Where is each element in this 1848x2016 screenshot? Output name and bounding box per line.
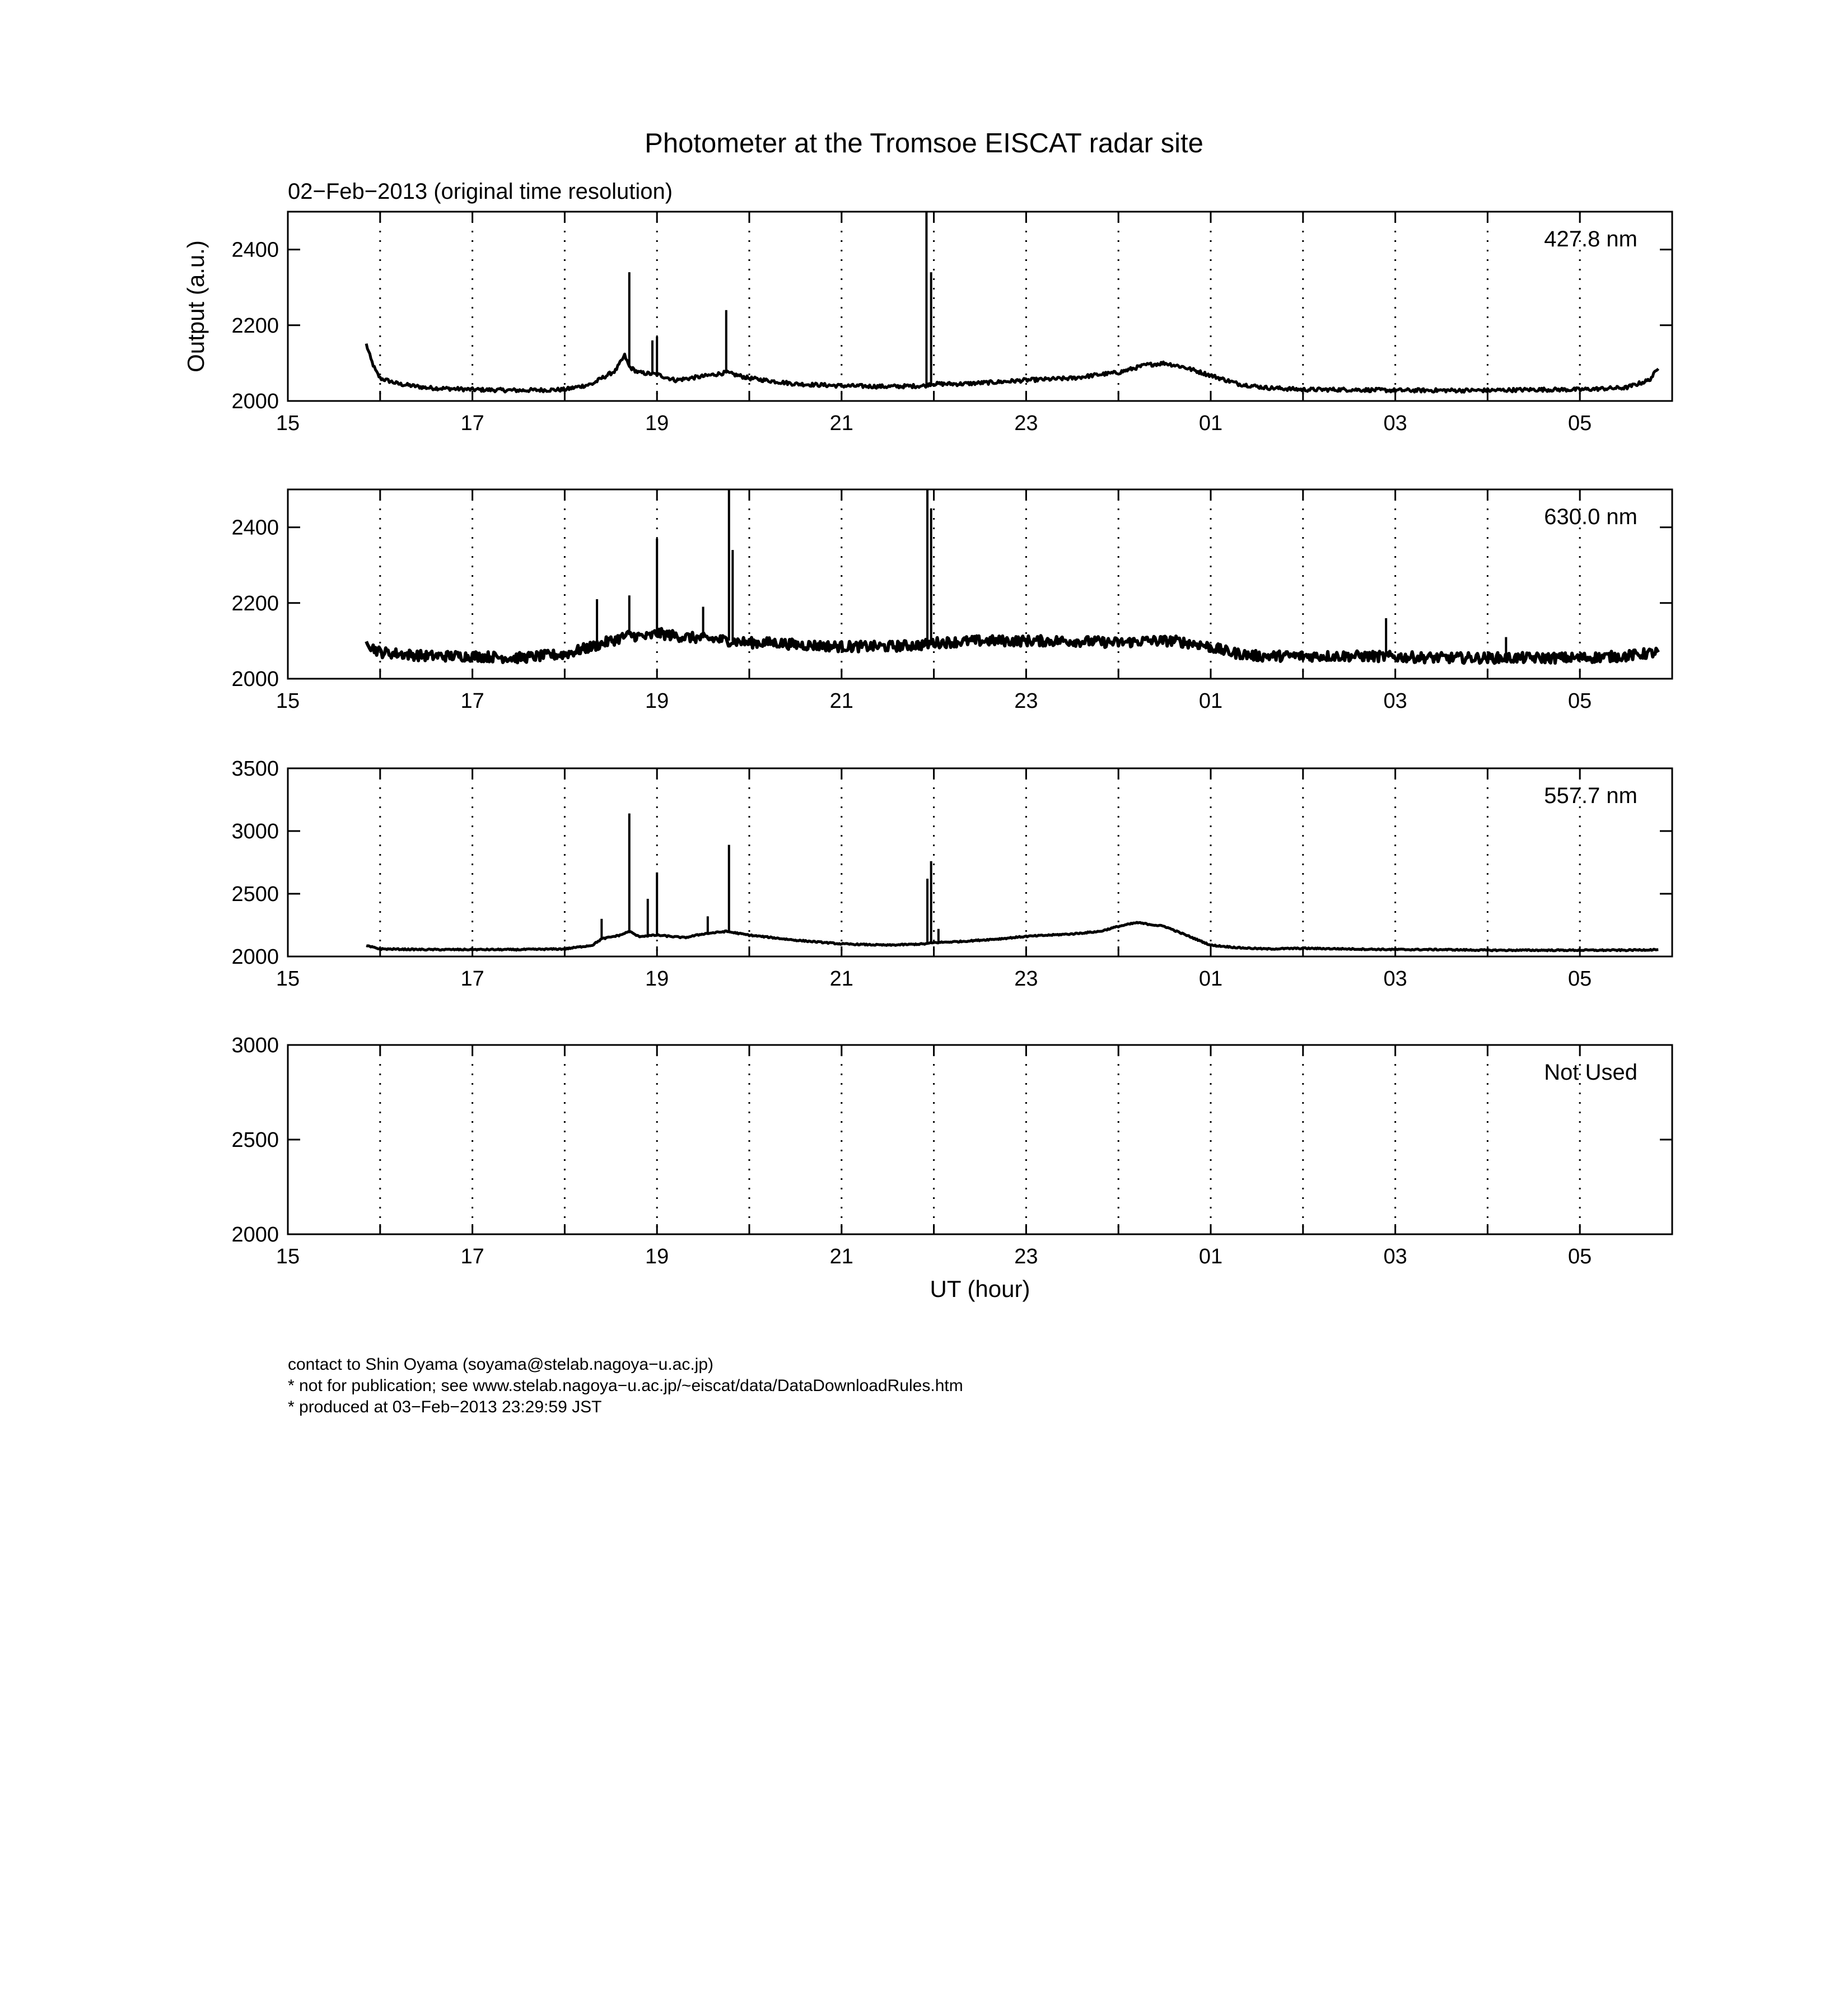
x-tick-label: 01 xyxy=(1198,1245,1223,1268)
panel-1 xyxy=(231,212,1672,435)
x-tick-label: 19 xyxy=(645,412,669,435)
x-tick-label: 01 xyxy=(1198,689,1223,713)
y-tick-label: 2200 xyxy=(231,591,279,615)
x-tick-label: 17 xyxy=(460,967,484,991)
x-tick-label: 01 xyxy=(1198,967,1223,991)
footer-publication-note: * not for publication; see www.stelab.nagoya−u.ac.jp/~eiscat/data/DataDownloadRules.htm xyxy=(288,1376,963,1395)
channel-label: 557.7 nm xyxy=(1544,783,1637,808)
panel-3 xyxy=(231,757,1672,991)
x-tick-label: 05 xyxy=(1568,689,1592,713)
series-line-1 xyxy=(366,922,1658,951)
x-axis-label: UT (hour) xyxy=(930,1276,1030,1302)
axes-frame xyxy=(288,1045,1672,1234)
channel-label: 427.8 nm xyxy=(1544,227,1637,251)
y-tick-label: 3500 xyxy=(231,757,279,781)
x-tick-label: 23 xyxy=(1014,1245,1038,1268)
y-tick-label: 2000 xyxy=(231,1223,279,1247)
y-tick-label: 2500 xyxy=(231,883,279,906)
y-tick-label: 2200 xyxy=(231,314,279,338)
y-axis-label: Output (a.u.) xyxy=(183,240,209,372)
y-tick-label: 3000 xyxy=(231,1034,279,1057)
y-tick-label: 2000 xyxy=(231,668,279,691)
x-tick-label: 21 xyxy=(829,1245,853,1268)
y-tick-label: 2400 xyxy=(231,238,279,262)
x-tick-label: 03 xyxy=(1383,689,1407,713)
x-tick-label: 19 xyxy=(645,689,669,713)
channel-label: Not Used xyxy=(1544,1060,1637,1085)
panel-4 xyxy=(231,1034,1672,1268)
y-tick-label: 2400 xyxy=(231,516,279,540)
series-line-1 xyxy=(366,344,1658,393)
x-tick-label: 05 xyxy=(1568,1245,1592,1268)
x-tick-label: 23 xyxy=(1014,689,1038,713)
axes-frame xyxy=(288,212,1672,401)
x-tick-label: 15 xyxy=(276,967,300,991)
x-tick-label: 03 xyxy=(1383,1245,1407,1268)
chart-title: Photometer at the Tromsoe EISCAT radar site xyxy=(645,128,1203,158)
series-line-1 xyxy=(366,629,1658,664)
y-tick-label: 2000 xyxy=(231,945,279,969)
x-tick-label: 15 xyxy=(276,412,300,435)
x-tick-label: 21 xyxy=(829,689,853,713)
panel-2 xyxy=(231,489,1672,713)
footer-produced-note: * produced at 03−Feb−2013 23:29:59 JST xyxy=(288,1398,602,1416)
x-tick-label: 21 xyxy=(829,967,853,991)
x-tick-label: 15 xyxy=(276,1245,300,1268)
x-tick-label: 05 xyxy=(1568,967,1592,991)
y-tick-label: 2000 xyxy=(231,390,279,413)
x-tick-label: 17 xyxy=(460,412,484,435)
footer-notes xyxy=(288,1354,963,1418)
x-tick-label: 23 xyxy=(1014,412,1038,435)
y-tick-label: 2500 xyxy=(231,1128,279,1152)
x-tick-label: 01 xyxy=(1198,412,1223,435)
footer-contact: contact to Shin Oyama (soyama@stelab.nagoya−u.ac.jp) xyxy=(288,1355,714,1374)
channel-label: 630.0 nm xyxy=(1544,505,1637,529)
x-tick-label: 15 xyxy=(276,689,300,713)
x-tick-label: 17 xyxy=(460,689,484,713)
y-tick-label: 3000 xyxy=(231,820,279,843)
x-tick-label: 17 xyxy=(460,1245,484,1268)
axes-frame xyxy=(288,768,1672,956)
x-tick-label: 23 xyxy=(1014,967,1038,991)
x-tick-label: 03 xyxy=(1383,412,1407,435)
x-tick-label: 21 xyxy=(829,412,853,435)
axes-frame xyxy=(288,489,1672,679)
x-tick-label: 19 xyxy=(645,967,669,991)
chart-subtitle: 02−Feb−2013 (original time resolution) xyxy=(288,179,673,204)
x-tick-label: 19 xyxy=(645,1245,669,1268)
x-tick-label: 03 xyxy=(1383,967,1407,991)
x-tick-label: 05 xyxy=(1568,412,1592,435)
